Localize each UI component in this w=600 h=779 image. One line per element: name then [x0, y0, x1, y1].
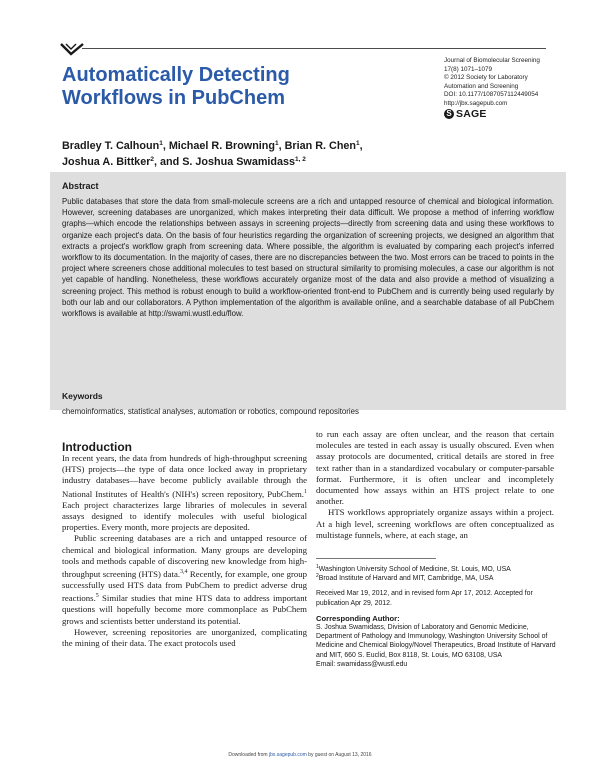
journal-volume: 17(8) 1071–1079	[444, 65, 492, 73]
journal-name: Journal of Biomolecular Screening	[444, 57, 540, 64]
article-notes	[316, 565, 556, 669]
paragraph-text: Public screening databases are a rich and untapped resource of chemical and biological information. Many groups are developing tools and methods capable of discovering new knowledge from high-throughput screening (HTS) data.	[62, 533, 307, 579]
paragraph-text: Recently, for example, one group successfully used HTS data from PubChem to predict adverse drug reactions.	[62, 568, 308, 604]
author-affiliation-sup: 1	[159, 140, 163, 147]
affiliation-sup: 2	[316, 573, 319, 580]
corresponding-author-email[interactable]: Email: swamidass@wustl.edu	[316, 660, 408, 668]
body-column-right	[316, 429, 554, 541]
author-list	[62, 138, 462, 170]
author-affiliation-sup: 1	[275, 140, 279, 147]
citation-ref[interactable]: 3,4	[180, 568, 188, 575]
corresponding-author-address: S. Joshua Swamidass, Division of Laboratory and Genomic Medicine, Department of Pathology and Immunology, Washington University School of Medicine and Chemical Biology/Novel Therapeutics, Broad Institute of Harvard and MIT, 660 S. Euclid, Box 8118, St. Louis, MO 63108, USA	[316, 624, 556, 659]
sage-circle-icon: S	[444, 109, 454, 119]
citation-ref[interactable]: 1	[304, 488, 307, 495]
author-name: Brian R. Chen	[284, 140, 357, 152]
article-title: Automatically Detecting Workflows in PubChem	[62, 64, 290, 109]
footer-text: by guest on August 13, 2016	[306, 752, 372, 758]
author-name: Michael R. Browning	[168, 140, 275, 152]
paragraph	[62, 453, 307, 533]
paragraph-text: Each project characterizes large libraries of molecules in several assays designed to identify molecules with useful biological properties. Every month, more projects are deposited.	[62, 499, 307, 533]
publisher-name: SAGE	[456, 108, 487, 120]
paragraph-text: In recent years, the data from hundreds of high-throughput screening (HTS) projects—the type of data once locked away in proprietary industry databases—have become publicly available through the National Institutes of Health's (NIH's) screen repository, PubChem.	[62, 453, 307, 499]
author-line-1: Bradley T. Calhoun$^1$, Michael R. Browning$^1$, Brian R. Chen$^1$,	[62, 140, 363, 152]
corresponding-author-heading: Corresponding Author:	[316, 613, 400, 623]
author-affiliation-sup: 2	[150, 156, 155, 163]
author-name: and S. Joshua Swamidass	[160, 156, 296, 168]
affiliation-text: Washington University School of Medicine, St. Louis, MO, USA	[318, 566, 511, 573]
paragraph: However, screening repositories are unorganized, complicating the mining of their data. The exact protocols used	[62, 626, 307, 648]
journal-copyright-2: Automation and Screening	[444, 82, 519, 90]
affiliation-2	[316, 574, 556, 583]
journal-copyright: © 2012 Society for Laboratory	[444, 74, 528, 82]
body-column-left	[62, 453, 307, 649]
keywords-text: chemoinformatics, statistical analyses, automation or robotics, compound repositories	[62, 407, 359, 416]
journal-logo-icon	[60, 42, 84, 56]
citation-ref[interactable]: 5	[95, 593, 99, 600]
author-name: Joshua A. Bittker	[62, 156, 151, 168]
publisher-logo	[444, 108, 487, 120]
author-affiliation-sup: 1, 2	[295, 156, 306, 163]
affiliation-sup: 1	[316, 564, 319, 570]
download-footer	[0, 752, 600, 758]
paragraph-text: Similar studies that mine HTS data to address important questions will hopefully become more commonplace as PubChem grows and scientists better understand its potential.	[62, 593, 307, 626]
abstract-heading: Abstract	[62, 181, 99, 191]
section-heading-introduction: Introduction	[62, 440, 132, 454]
paragraph: HTS workflows appropriately organize assays within a project. At a high level, screening workflows are often conceptualized as multistage funnels, where, at each stage, an	[316, 507, 554, 540]
keywords-heading: Keywords	[62, 391, 103, 401]
footer-text: Downloaded from	[228, 752, 269, 758]
header-rule	[82, 48, 546, 49]
received-dates: Received Mar 19, 2012, and in revised form Apr 17, 2012. Accepted for publication Apr 29, 2012.	[316, 590, 533, 607]
paragraph	[62, 533, 307, 626]
author-line-2: Joshua A. Bittker$^2$, and S. Joshua Swamidass$^{1, 2}$	[62, 156, 306, 168]
abstract-text: Public databases that store the data from small-molecule screens are a rich and untapped resource of chemical and biological information. However, screening databases are unorganized, which makes interpreting their data difficult. We propose a method of inferring workflow graphs—which encode the relationships between assays in screening projects—directly from screening data and using these workflows to organize each project's data. On the basis of four heuristics regarding the organization of screening projects, we designed an algorithm that extracts a project's workflow graph from screening data. Where possible, the algorithm is evaluated by comparing each project's inferred workflow to its documentation. In the majority of cases, there are no discrepancies between the two. Most errors can be traced to points in the project where screeners chose additional molecules to test based on structural similarity to promising molecules, a case our algorithm is not yet capable of handling. Nonetheless, these workflows accurately organize most of the data and also provide a method of visualizing a screening project. This method is robust enough to build a workflow-oriented front-end to PubChem and is currently being used regularly by both our lab and our collaborators. A Python implementation of the algorithm is available online, and a searchable database of all PubChem workflows is available at http://swami.wustl.edu/flow.	[62, 197, 554, 319]
affiliation-1	[316, 565, 556, 574]
paragraph: to run each assay are often unclear, and the reason that certain molecules are tested in each assay is usually obscured. Even when assay protocols are documented, critical details are stored in free text rather than in a standardized vocabulary or computer-parsable format. Furthermore, it is often unclear and incompletely documented how assays within an HTS project relate to one another.	[316, 429, 554, 507]
affiliation-text: Broad Institute of Harvard and MIT, Cambridge, MA, USA	[318, 575, 494, 583]
author-name: Bradley T. Calhoun	[62, 140, 160, 152]
journal-url[interactable]: http://jbx.sagepub.com	[444, 99, 508, 107]
footnote-rule	[316, 558, 436, 559]
footer-link[interactable]: jbx.sagepub.com	[268, 752, 307, 758]
author-affiliation-sup: 1	[356, 140, 360, 147]
journal-info	[444, 57, 584, 109]
journal-doi[interactable]: DOI: 10.1177/1087057112449054	[444, 91, 539, 99]
